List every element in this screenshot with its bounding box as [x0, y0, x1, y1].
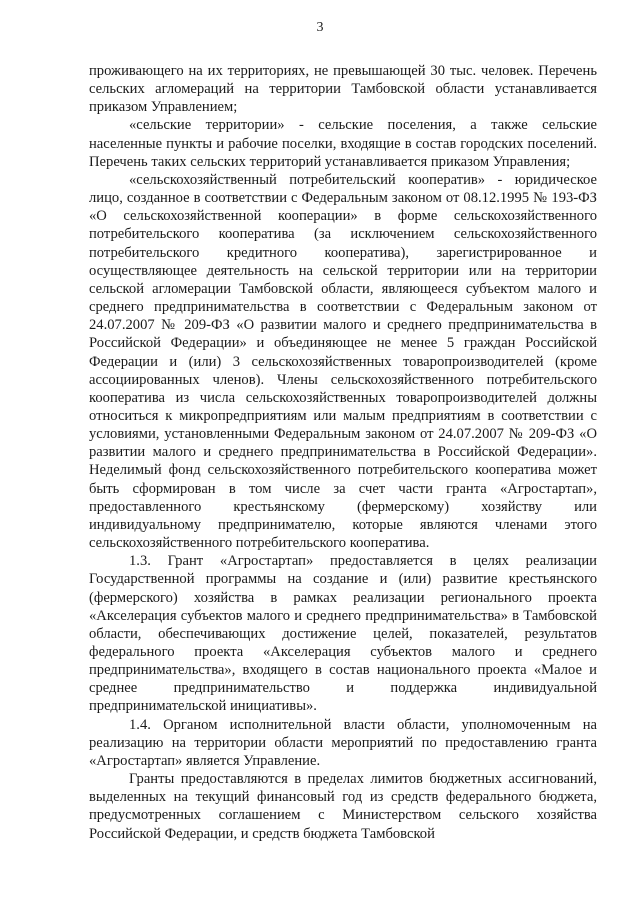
paragraph-continuation: проживающего на их территориях, не превышающей 30 тыс. человек. Перечень сельских агломераций на территории Тамбовской области устанавливается приказом Управлением;: [89, 63, 597, 116]
paragraph-cooperative-definition: «сельскохозяйственный потребительский кооператив» - юридическое лицо, созданное в соответствии с Федеральным законом от 08.12.1995 № 193-ФЗ «О сельскохозяйственной кооперации» в форме сельскохозяйственного потребительского кооператива (за исключением сельскохозяйственного потребительского кредитного кооператива), зарегистрированное и осуществляющее деятельность на сельской территории или на территории сельской агломерации Тамбовской области, являющееся субъектом малого и среднего предпринимательства в соответствии с Федеральным законом от 24.07.2007 № 209-ФЗ «О развитии малого и среднего предпринимательства в Российской Федерации» и объединяющее не менее 5 граждан Российской Федерации и (или) 3 сельскохозяйственных товаропроизводителей (кроме ассоциированных членов). Члены сельскохозяйственного потребительского кооператива из числа сельскохозяйственных товаропроизводителей должны относиться к микропредприятиям или малым предприятиям в соответствии с условиями, установленными Федеральным законом от 24.07.2007 № 209-ФЗ «О развитии малого и среднего предпринимательства в Российской Федерации». Неделимый фонд сельскохозяйственного потребительского кооператива может быть сформирован в том числе за счет части гранта «Агростартап», предоставленного крестьянскому (фермерскому) хозяйству или индивидуальному предпринимателю, которые являются членами этого сельскохозяйственного потребительского кооператива.: [89, 171, 597, 552]
paragraph-rural-territories: «сельские территории» - сельские поселения, а также сельские населенные пункты и рабочие поселки, входящие в состав городских поселений. Перечень таких сельских территорий устанавливается приказом Управления;: [89, 117, 597, 170]
paragraph-grants-budget: Гранты предоставляются в пределах лимитов бюджетных ассигнований, выделенных на текущий финансовый год из средств федерального бюджета, предусмотренных соглашением с Министерством сельского хозяйства Российской Федерации, и средств бюджета Тамбовской: [89, 771, 597, 842]
paragraph-1-3-grant-purpose: 1.3. Грант «Агростартап» предоставляется в целях реализации Государственной программы на создание и (или) развитие крестьянского (фермерского) хозяйства в рамках реализации регионального проекта «Акселерация субъектов малого и среднего предпринимательства» в Тамбовской области, обеспечивающих достижение целей, показателей, результатов федерального проекта «Акселерация субъектов малого и среднего предпринимательства», входящего в состав национального проекта «Малое и среднее предпринимательство и поддержка индивидуальной предпринимательской инициативы».: [89, 553, 597, 715]
paragraph-1-4-authority: 1.4. Органом исполнительной власти области, уполномоченным на реализацию на территории области мероприятий по предоставлению гранта «Агростартап» является Управление.: [89, 716, 597, 769]
document-body: [89, 62, 597, 843]
page-number: 3: [316, 20, 324, 35]
